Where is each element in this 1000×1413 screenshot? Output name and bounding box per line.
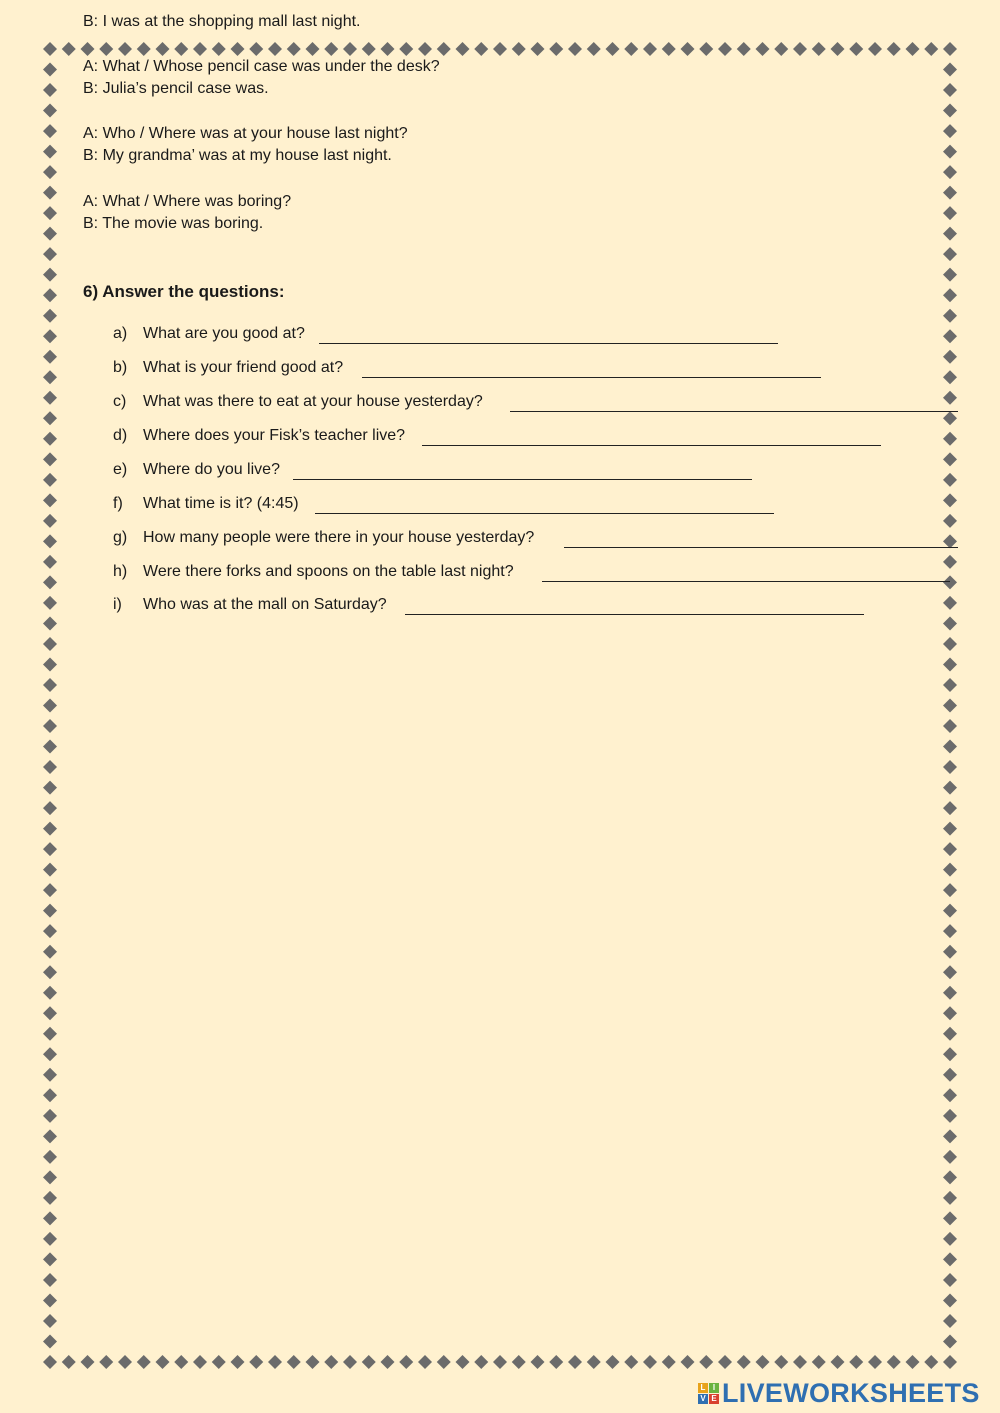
border-diamond: [643, 42, 657, 56]
border-diamond: [943, 781, 957, 795]
border-diamond: [381, 1355, 395, 1369]
border-diamond: [43, 1047, 57, 1061]
question-item: [113, 528, 534, 548]
border-diamond: [943, 165, 957, 179]
border-diamond: [756, 42, 770, 56]
border-diamond: [324, 1355, 338, 1369]
border-diamond: [943, 1068, 957, 1082]
border-diamond: [943, 657, 957, 671]
border-diamond: [43, 740, 57, 754]
border-diamond: [43, 391, 57, 405]
border-diamond: [62, 42, 76, 56]
border-diamond: [493, 42, 507, 56]
border-diamond: [362, 42, 376, 56]
border-diamond: [43, 637, 57, 651]
border-diamond: [43, 329, 57, 343]
border-diamond: [943, 329, 957, 343]
border-diamond: [287, 1355, 301, 1369]
border-diamond: [943, 904, 957, 918]
border-diamond: [643, 1355, 657, 1369]
border-diamond: [43, 965, 57, 979]
border-diamond: [418, 42, 432, 56]
border-diamond: [324, 42, 338, 56]
border-diamond: [587, 1355, 601, 1369]
border-diamond: [887, 42, 901, 56]
border-diamond: [662, 42, 676, 56]
question-text: Who was at the mall on Saturday?: [143, 596, 387, 613]
border-diamond: [943, 1314, 957, 1328]
border-diamond: [943, 83, 957, 97]
border-diamond: [43, 514, 57, 528]
border-diamond: [99, 1355, 113, 1369]
border-diamond: [43, 268, 57, 282]
border-diamond: [549, 1355, 563, 1369]
border-diamond: [231, 1355, 245, 1369]
border-diamond: [943, 863, 957, 877]
border-diamond: [943, 822, 957, 836]
border-diamond: [943, 637, 957, 651]
border-diamond: [43, 1150, 57, 1164]
border-diamond: [62, 1355, 76, 1369]
dialogue-question: A: Who / Where was at your house last night?: [83, 125, 408, 142]
border-diamond: [399, 1355, 413, 1369]
border-diamond: [756, 1355, 770, 1369]
question-item: [113, 426, 405, 446]
question-letter: f): [113, 495, 123, 512]
border-diamond: [43, 452, 57, 466]
border-diamond: [306, 1355, 320, 1369]
border-diamond: [43, 863, 57, 877]
border-diamond: [943, 370, 957, 384]
question-item: [113, 595, 387, 615]
border-diamond: [943, 596, 957, 610]
answer-blank-b[interactable]: [362, 359, 821, 378]
dialogue-answer: B: My grandma’ was at my house last night.: [83, 147, 392, 164]
border-diamond: [43, 1170, 57, 1184]
border-diamond: [943, 965, 957, 979]
border-diamond: [737, 1355, 751, 1369]
border-diamond: [943, 42, 957, 56]
border-diamond: [831, 42, 845, 56]
border-diamond: [943, 247, 957, 261]
dialogue-question: A: What / Whose pencil case was under the desk?: [83, 58, 440, 75]
border-diamond: [43, 822, 57, 836]
question-item: [113, 392, 483, 412]
border-diamond: [943, 986, 957, 1000]
question-text: What was there to eat at your house yesterday?: [143, 393, 483, 410]
question-item: [113, 358, 343, 378]
question-item: [113, 324, 305, 344]
border-diamond: [624, 1355, 638, 1369]
border-diamond: [943, 1211, 957, 1225]
border-diamond: [212, 42, 226, 56]
border-diamond: [943, 452, 957, 466]
logo-mark-icon: [698, 1383, 719, 1404]
border-diamond: [474, 42, 488, 56]
border-diamond: [512, 1355, 526, 1369]
border-diamond: [43, 616, 57, 630]
border-diamond: [718, 1355, 732, 1369]
border-diamond: [43, 432, 57, 446]
border-diamond: [156, 1355, 170, 1369]
border-diamond: [943, 514, 957, 528]
border-diamond: [943, 760, 957, 774]
border-diamond: [43, 678, 57, 692]
dialogue-question: A: What / Where was boring?: [83, 193, 292, 210]
border-diamond: [943, 1334, 957, 1348]
border-diamond: [43, 1232, 57, 1246]
border-diamond: [43, 124, 57, 138]
border-diamond: [924, 42, 938, 56]
border-diamond: [943, 801, 957, 815]
border-diamond: [43, 1109, 57, 1123]
question-letter: g): [113, 529, 128, 546]
border-diamond: [43, 534, 57, 548]
border-diamond: [43, 596, 57, 610]
border-diamond: [831, 1355, 845, 1369]
border-diamond: [943, 288, 957, 302]
border-diamond: [868, 1355, 882, 1369]
border-diamond: [587, 42, 601, 56]
dialogue-answer: B: Julia’s pencil case was.: [83, 80, 269, 97]
border-diamond: [156, 42, 170, 56]
border-diamond: [43, 1293, 57, 1307]
border-diamond: [943, 1273, 957, 1287]
border-diamond: [43, 1027, 57, 1041]
question-item: [113, 460, 280, 480]
border-diamond: [43, 699, 57, 713]
border-diamond: [43, 288, 57, 302]
border-diamond: [624, 42, 638, 56]
border-diamond: [943, 1129, 957, 1143]
border-diamond: [456, 42, 470, 56]
border-diamond: [43, 247, 57, 261]
border-diamond: [249, 1355, 263, 1369]
border-diamond: [943, 678, 957, 692]
border-diamond: [943, 268, 957, 282]
border-diamond: [137, 42, 151, 56]
border-diamond: [81, 42, 95, 56]
logo-mark-letter: I: [709, 1383, 719, 1393]
section-heading: 6) Answer the questions:: [83, 282, 285, 301]
border-diamond: [362, 1355, 376, 1369]
question-text: Were there forks and spoons on the table last night?: [143, 563, 514, 580]
border-diamond: [437, 1355, 451, 1369]
border-diamond: [943, 145, 957, 159]
border-diamond: [943, 699, 957, 713]
border-diamond: [399, 42, 413, 56]
border-diamond: [43, 657, 57, 671]
border-diamond: [118, 1355, 132, 1369]
border-diamond: [943, 1232, 957, 1246]
border-diamond: [268, 42, 282, 56]
border-diamond: [118, 42, 132, 56]
border-diamond: [43, 1006, 57, 1020]
border-diamond: [943, 945, 957, 959]
question-letter: a): [113, 325, 128, 342]
answer-blank-c[interactable]: [510, 393, 958, 412]
border-diamond: [943, 124, 957, 138]
border-diamond: [43, 986, 57, 1000]
border-diamond: [568, 42, 582, 56]
border-diamond: [943, 1088, 957, 1102]
border-diamond: [943, 1150, 957, 1164]
answer-blank-h[interactable]: [542, 563, 950, 582]
question-text: What are you good at?: [143, 325, 305, 342]
border-diamond: [943, 1191, 957, 1205]
question-text: Where does your Fisk’s teacher live?: [143, 427, 406, 444]
border-diamond: [943, 206, 957, 220]
border-diamond: [943, 1047, 957, 1061]
border-diamond: [43, 493, 57, 507]
border-diamond: [793, 42, 807, 56]
border-diamond: [231, 42, 245, 56]
border-diamond: [681, 1355, 695, 1369]
border-diamond: [43, 1273, 57, 1287]
border-diamond: [43, 42, 57, 56]
liveworksheets-logo: [698, 1378, 980, 1408]
border-diamond: [943, 1109, 957, 1123]
border-diamond: [43, 145, 57, 159]
border-diamond: [43, 801, 57, 815]
border-diamond: [606, 1355, 620, 1369]
answer-blank-i[interactable]: [405, 596, 864, 615]
border-diamond: [531, 42, 545, 56]
dialogue-answer: B: The movie was boring.: [83, 215, 264, 232]
border-diamond: [43, 781, 57, 795]
border-diamond: [268, 1355, 282, 1369]
border-diamond: [943, 1293, 957, 1307]
border-diamond: [943, 1252, 957, 1266]
border-diamond: [43, 1129, 57, 1143]
border-diamond: [43, 309, 57, 323]
border-diamond: [43, 760, 57, 774]
border-diamond: [606, 42, 620, 56]
border-diamond: [943, 104, 957, 118]
border-diamond: [943, 740, 957, 754]
question-letter: c): [113, 393, 127, 410]
question-letter: b): [113, 359, 128, 376]
border-diamond: [43, 719, 57, 733]
border-diamond: [849, 42, 863, 56]
border-diamond: [943, 842, 957, 856]
border-diamond: [43, 186, 57, 200]
border-diamond: [43, 350, 57, 364]
border-diamond: [43, 904, 57, 918]
question-text: What time is it? (4:45): [143, 495, 299, 512]
border-diamond: [493, 1355, 507, 1369]
border-diamond: [943, 924, 957, 938]
border-diamond: [681, 42, 695, 56]
logo-text: LIVEWORKSHEETS: [722, 1377, 980, 1408]
border-diamond: [99, 42, 113, 56]
question-item: [113, 562, 514, 582]
border-diamond: [43, 1088, 57, 1102]
border-diamond: [549, 42, 563, 56]
border-diamond: [774, 42, 788, 56]
border-diamond: [343, 42, 357, 56]
border-diamond: [306, 42, 320, 56]
border-diamond: [381, 42, 395, 56]
border-diamond: [418, 1355, 432, 1369]
border-diamond: [943, 350, 957, 364]
border-diamond: [943, 432, 957, 446]
border-diamond: [943, 616, 957, 630]
border-diamond: [174, 42, 188, 56]
border-diamond: [43, 165, 57, 179]
border-diamond: [43, 883, 57, 897]
border-diamond: [81, 1355, 95, 1369]
answer-blank-d[interactable]: [422, 427, 881, 446]
border-diamond: [43, 104, 57, 118]
border-diamond: [793, 1355, 807, 1369]
border-diamond: [531, 1355, 545, 1369]
border-diamond: [43, 1211, 57, 1225]
border-diamond: [943, 227, 957, 241]
border-diamond: [943, 883, 957, 897]
border-diamond: [868, 42, 882, 56]
border-diamond: [924, 1355, 938, 1369]
border-diamond: [943, 1027, 957, 1041]
border-diamond: [249, 42, 263, 56]
border-diamond: [456, 1355, 470, 1369]
border-diamond: [43, 227, 57, 241]
border-diamond: [943, 309, 957, 323]
border-diamond: [137, 1355, 151, 1369]
border-diamond: [43, 206, 57, 220]
question-text: How many people were there in your house yesterday?: [143, 529, 535, 546]
border-diamond: [174, 1355, 188, 1369]
logo-mark-letter: L: [698, 1383, 708, 1393]
border-diamond: [718, 42, 732, 56]
border-diamond: [699, 42, 713, 56]
border-diamond: [43, 945, 57, 959]
border-diamond: [43, 555, 57, 569]
border-diamond: [193, 1355, 207, 1369]
question-letter: h): [113, 563, 128, 580]
border-diamond: [193, 42, 207, 56]
answer-blank-f[interactable]: [315, 495, 774, 514]
border-diamond: [812, 42, 826, 56]
answer-blank-a[interactable]: [319, 325, 778, 344]
border-diamond: [943, 186, 957, 200]
border-diamond: [699, 1355, 713, 1369]
border-diamond: [737, 42, 751, 56]
border-diamond: [43, 575, 57, 589]
logo-mark-letter: E: [709, 1394, 719, 1404]
border-diamond: [812, 1355, 826, 1369]
question-item: [113, 494, 299, 514]
question-text: What is your friend good at?: [143, 359, 344, 376]
border-diamond: [943, 1006, 957, 1020]
question-letter: d): [113, 427, 128, 444]
border-diamond: [774, 1355, 788, 1369]
border-diamond: [568, 1355, 582, 1369]
border-diamond: [43, 842, 57, 856]
border-diamond: [906, 1355, 920, 1369]
border-diamond: [43, 1314, 57, 1328]
border-diamond: [43, 473, 57, 487]
border-diamond: [43, 1334, 57, 1348]
border-diamond: [474, 1355, 488, 1369]
dialogue-line: B: I was at the shopping mall last night.: [83, 13, 361, 30]
border-diamond: [849, 1355, 863, 1369]
border-diamond: [43, 1068, 57, 1082]
question-text: Where do you live?: [143, 461, 280, 478]
border-diamond: [943, 719, 957, 733]
border-diamond: [437, 42, 451, 56]
answer-blank-g[interactable]: [564, 529, 958, 548]
border-diamond: [43, 370, 57, 384]
border-diamond: [943, 473, 957, 487]
border-diamond: [343, 1355, 357, 1369]
border-diamond: [943, 1170, 957, 1184]
border-diamond: [287, 42, 301, 56]
border-diamond: [43, 63, 57, 77]
border-diamond: [512, 42, 526, 56]
border-diamond: [943, 411, 957, 425]
border-diamond: [887, 1355, 901, 1369]
question-letter: i): [113, 596, 122, 613]
border-diamond: [662, 1355, 676, 1369]
answer-blank-e[interactable]: [293, 461, 752, 480]
border-diamond: [943, 1355, 957, 1369]
border-diamond: [43, 1191, 57, 1205]
border-diamond: [43, 1355, 57, 1369]
border-diamond: [43, 411, 57, 425]
border-diamond: [943, 493, 957, 507]
border-diamond: [43, 924, 57, 938]
border-diamond: [943, 63, 957, 77]
border-diamond: [43, 1252, 57, 1266]
question-letter: e): [113, 461, 128, 478]
border-diamond: [906, 42, 920, 56]
border-diamond: [212, 1355, 226, 1369]
logo-mark-letter: V: [698, 1394, 708, 1404]
border-diamond: [43, 83, 57, 97]
